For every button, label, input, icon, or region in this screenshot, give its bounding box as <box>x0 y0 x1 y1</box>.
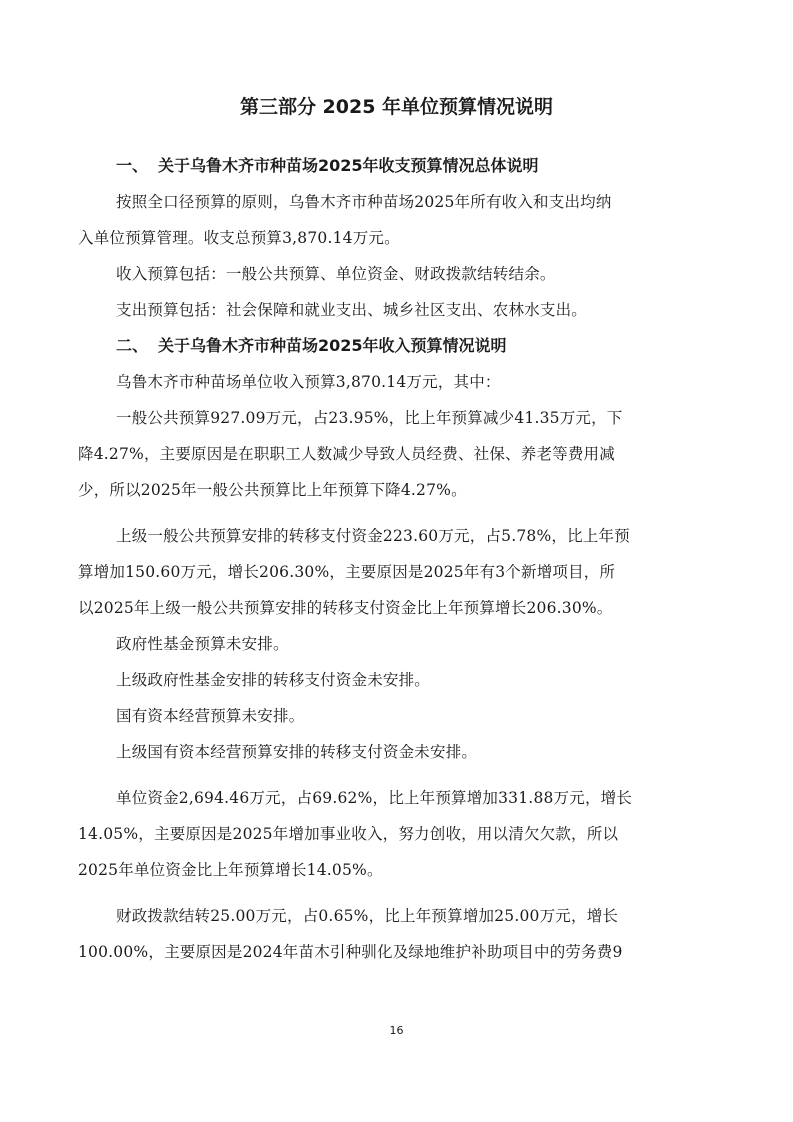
page-number: 16 <box>389 1024 404 1037</box>
page-title: 第三部分 2025 年单位预算情况说明 <box>239 96 554 118</box>
paragraph-line: 上级国有资本经营预算安排的转移支付资金未安排。 <box>116 743 478 761</box>
paragraph-line: 100.00%，主要原因是2024年苗木引种驯化及绿地维护补助项目中的劳务费9 <box>78 943 623 961</box>
section-heading-text: 关于乌鲁木齐市种苗场2025年收支预算情况总体说明 <box>158 156 539 175</box>
paragraph-line: 单位资金2,694.46万元，占69.62%，比上年预算增加331.88万元，增长 <box>116 789 633 807</box>
paragraph-line: 财政拨款结转25.00万元，占0.65%，比上年预算增加25.00万元，增长 <box>116 907 619 925</box>
paragraph-line: 少，所以2025年一般公共预算比上年预算下降4.27%。 <box>78 481 467 499</box>
paragraph-line: 政府性基金预算未安排。 <box>116 635 289 653</box>
paragraph-line: 算增加150.60万元，增长206.30%，主要原因是2025年有3个新增项目，所 <box>78 563 616 581</box>
section-number: 一、 <box>116 156 149 175</box>
paragraph-line: 按照全口径预算的原则，乌鲁木齐市种苗场2025年所有收入和支出均纳 <box>116 193 612 211</box>
paragraph-line: 以2025年上级一般公共预算安排的转移支付资金比上年预算增长206.30%。 <box>78 599 613 617</box>
paragraph-line: 上级政府性基金安排的转移支付资金未安排。 <box>116 671 431 689</box>
paragraph-line: 入单位预算管理。收支总预算3,870.14万元。 <box>78 229 400 247</box>
paragraph-line: 支出预算包括：社会保障和就业支出、城乡社区支出、农林水支出。 <box>116 301 588 319</box>
paragraph-line: 一般公共预算927.09万元，占23.95%，比上年预算减少41.35万元，下 <box>116 409 623 427</box>
paragraph-line: 上级一般公共预算安排的转移支付资金223.60万元，占5.78%，比上年预 <box>116 527 630 545</box>
section-heading-1 <box>78 148 718 184</box>
paragraph-line: 收入预算包括：一般公共预算、单位资金、财政拨款结转结余。 <box>116 265 556 283</box>
paragraph-line: 国有资本经营预算未安排。 <box>116 707 305 725</box>
paragraph-line: 降4.27%，主要原因是在职职工人数减少导致人员经费、社保、养老等费用减 <box>78 445 615 463</box>
paragraph-line: 乌鲁木齐市种苗场单位收入预算3,870.14万元，其中： <box>116 373 501 391</box>
paragraph-line: 2025年单位资金比上年预算增长14.05%。 <box>78 861 383 879</box>
section-heading-text: 关于乌鲁木齐市种苗场2025年收入预算情况说明 <box>158 336 507 355</box>
document-body <box>78 148 718 970</box>
paragraph-line: 14.05%，主要原因是2025年增加事业收入，努力创收，用以清欠欠款，所以 <box>78 825 619 843</box>
section-heading-2 <box>78 328 718 364</box>
section-number: 二、 <box>116 336 149 355</box>
